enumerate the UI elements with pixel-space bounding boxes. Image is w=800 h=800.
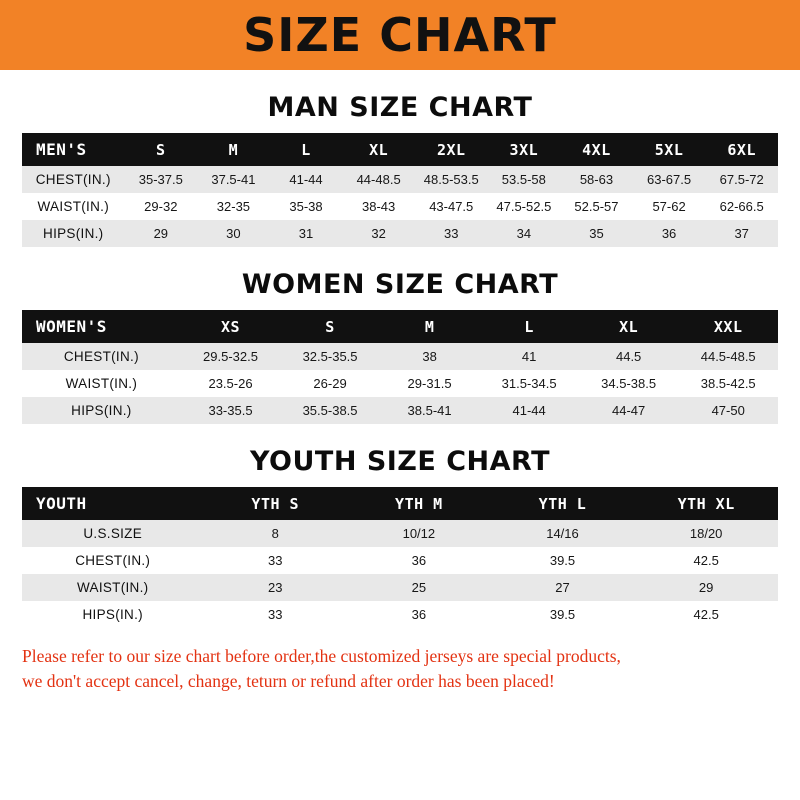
table-cell: 63-67.5 <box>633 166 706 193</box>
table-cell: 38.5-42.5 <box>678 370 778 397</box>
table-cell: 39.5 <box>491 601 635 628</box>
table-cell: 29-32 <box>125 193 198 220</box>
column-header: YTH S <box>251 494 300 513</box>
table-cell: 14/16 <box>491 520 635 547</box>
table-cell: 42.5 <box>634 547 778 574</box>
table-cell: 33 <box>415 220 488 247</box>
column-header: XL <box>369 140 389 159</box>
table-cell: 57-62 <box>633 193 706 220</box>
table-cell: 33-35.5 <box>181 397 281 424</box>
table-cell: 29-31.5 <box>380 370 480 397</box>
women-size-table <box>22 310 778 424</box>
table-cell: 31.5-34.5 <box>479 370 579 397</box>
table-cell: 44.5-48.5 <box>678 343 778 370</box>
table-cell: 35.5-38.5 <box>280 397 380 424</box>
table-row <box>22 166 778 193</box>
table-row <box>22 193 778 220</box>
row-label: CHEST(IN.) <box>22 547 203 574</box>
row-label: HIPS(IN.) <box>22 601 203 628</box>
table-cell: 38.5-41 <box>380 397 480 424</box>
column-header: YTH XL <box>677 494 735 513</box>
table-cell: 30 <box>197 220 270 247</box>
table-cell: 29.5-32.5 <box>181 343 281 370</box>
row-label: CHEST(IN.) <box>22 166 125 193</box>
table-cell: 32-35 <box>197 193 270 220</box>
table-cell: 38 <box>380 343 480 370</box>
column-header: YOUTH <box>36 494 87 513</box>
table-cell: 53.5-58 <box>488 166 561 193</box>
table-cell: 35-38 <box>270 193 343 220</box>
table-cell: 18/20 <box>634 520 778 547</box>
chart-content <box>0 92 800 628</box>
column-header: S <box>156 140 166 159</box>
column-header: YTH L <box>538 494 587 513</box>
table-cell: 39.5 <box>491 547 635 574</box>
table-cell: 33 <box>203 601 347 628</box>
table-cell: 34 <box>488 220 561 247</box>
table-header-row <box>22 133 778 166</box>
table-cell: 44-47 <box>579 397 679 424</box>
table-cell: 41 <box>479 343 579 370</box>
table-row <box>22 601 778 628</box>
table-cell: 48.5-53.5 <box>415 166 488 193</box>
column-header: XXL <box>713 317 743 336</box>
row-label: CHEST(IN.) <box>22 343 181 370</box>
table-cell: 36 <box>347 601 491 628</box>
table-cell: 23 <box>203 574 347 601</box>
footer-line-2: we don't accept cancel, change, teturn or refund after order has been placed! <box>22 671 555 692</box>
section-title-women: WOMEN SIZE CHART <box>241 269 559 300</box>
table-cell: 23.5-26 <box>181 370 281 397</box>
table-cell: 36 <box>347 547 491 574</box>
table-cell: 47-50 <box>678 397 778 424</box>
table-cell: 31 <box>270 220 343 247</box>
men-size-table <box>22 133 778 247</box>
row-label: WAIST(IN.) <box>22 193 125 220</box>
row-label: WAIST(IN.) <box>22 574 203 601</box>
table-cell: 43-47.5 <box>415 193 488 220</box>
row-label: HIPS(IN.) <box>22 220 125 247</box>
column-header: YTH M <box>395 494 443 513</box>
column-header: 2XL <box>436 140 466 159</box>
row-label: U.S.SIZE <box>22 520 203 547</box>
section-title-men: MAN SIZE CHART <box>267 92 533 123</box>
table-row <box>22 370 778 397</box>
table-cell: 37.5-41 <box>197 166 270 193</box>
table-cell: 27 <box>491 574 635 601</box>
table-row <box>22 574 778 601</box>
table-header-row <box>22 487 778 520</box>
table-cell: 26-29 <box>280 370 380 397</box>
table-cell: 62-66.5 <box>705 193 778 220</box>
table-cell: 29 <box>634 574 778 601</box>
table-cell: 37 <box>705 220 778 247</box>
table-cell: 52.5-57 <box>560 193 633 220</box>
table-row <box>22 520 778 547</box>
table-cell: 25 <box>347 574 491 601</box>
table-cell: 47.5-52.5 <box>488 193 561 220</box>
table-cell: 33 <box>203 547 347 574</box>
table-cell: 34.5-38.5 <box>579 370 679 397</box>
table-row <box>22 220 778 247</box>
youth-size-table <box>22 487 778 628</box>
table-cell: 41-44 <box>270 166 343 193</box>
table-row <box>22 397 778 424</box>
column-header: M <box>228 140 239 159</box>
table-cell: 44-48.5 <box>342 166 415 193</box>
column-header: XL <box>619 317 639 336</box>
table-cell: 8 <box>203 520 347 547</box>
table-row <box>22 343 778 370</box>
column-header: S <box>325 317 335 336</box>
table-cell: 10/12 <box>347 520 491 547</box>
table-cell: 32.5-35.5 <box>280 343 380 370</box>
table-cell: 41-44 <box>479 397 579 424</box>
section-title-youth: YOUTH SIZE CHART <box>249 446 551 477</box>
table-cell: 44.5 <box>579 343 679 370</box>
table-header-row <box>22 310 778 343</box>
column-header: 3XL <box>509 140 539 159</box>
table-cell: 32 <box>342 220 415 247</box>
table-cell: 36 <box>633 220 706 247</box>
table-cell: 42.5 <box>634 601 778 628</box>
table-cell: 35 <box>560 220 633 247</box>
table-cell: 67.5-72 <box>705 166 778 193</box>
column-header: 6XL <box>727 140 756 159</box>
column-header: XS <box>220 317 241 336</box>
column-header: M <box>424 317 435 336</box>
table-cell: 35-37.5 <box>125 166 198 193</box>
header-band <box>0 0 800 70</box>
column-header: L <box>301 140 311 159</box>
table-cell: 58-63 <box>560 166 633 193</box>
column-header: WOMEN'S <box>36 317 107 336</box>
column-header: MEN'S <box>36 140 87 159</box>
table-cell: 29 <box>125 220 198 247</box>
table-row <box>22 547 778 574</box>
column-header: 5XL <box>654 140 684 159</box>
row-label: WAIST(IN.) <box>22 370 181 397</box>
row-label: HIPS(IN.) <box>22 397 181 424</box>
table-cell: 38-43 <box>342 193 415 220</box>
column-header: L <box>524 317 534 336</box>
footer-line-1: Please refer to our size chart before order,the customized jerseys are special products, <box>22 646 621 666</box>
page-title: SIZE CHART <box>243 8 557 62</box>
footer-disclaimer <box>22 644 778 695</box>
column-header: 4XL <box>582 140 611 159</box>
